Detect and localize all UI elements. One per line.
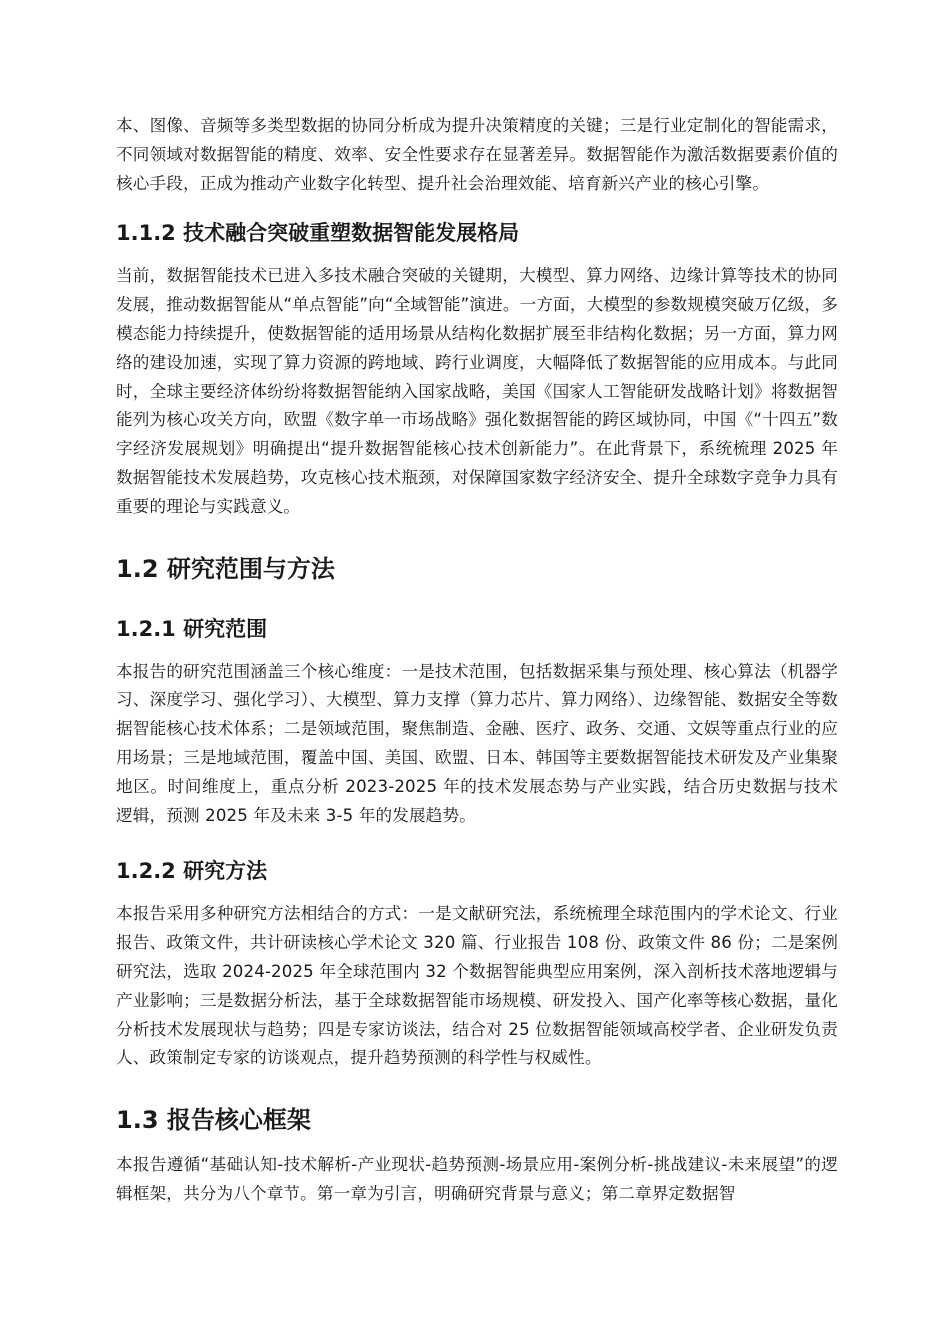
heading-1-1-2: 1.1.2 技术融合突破重塑数据智能发展格局 <box>116 221 520 246</box>
intro-paragraph: 本、图像、音频等多类型数据的协同分析成为提升决策精度的关键；三是行业定制化的智能需求，不同领域对数据智能的精度、效率、安全性要求存在显著差异。数据智能作为激活数据要素价值的核心手段，正成为推动产业数字化转型、提升社会治理效能、培育新兴产业的核心引擎。 <box>116 116 838 193</box>
paragraph-1-2-2: 本报告采用多种研究方法相结合的方式：一是文献研究法，系统梳理全球范围内的学术论文、行业报告、政策文件，共计研读核心学术论文 320 篇、行业报告 108 份、政策文件 86 份；二是案例研究法，选取 2024-2025 年全球范围内 32 个数据智能典型应用案例，深入剖析技术落地逻辑与产业影响；三是数据分析法，基于全球数据智能市场规模、研发投入、国产化率等核心数据，量化分析技术发展现状与趋势；四是专家访谈法，结合对 25 位数据智能领域高校学者、企业研发负责人、政策制定专家的访谈观点，提升趋势预测的科学性与权威性。 <box>116 904 838 1068</box>
document-page <box>116 112 838 1209</box>
heading-1-2: 1.2 研究范围与方法 <box>116 554 335 583</box>
paragraph-1-1-2: 当前，数据智能技术已进入多技术融合突破的关键期，大模型、算力网络、边缘计算等技术的协同发展，推动数据智能从“单点智能”向“全域智能”演进。一方面，大模型的参数规模突破万亿级，多模态能力持续提升，使数据智能的适用场景从结构化数据扩展至非结构化数据；另一方面，算力网络的建设加速，实现了算力资源的跨地域、跨行业调度，大幅降低了数据智能的应用成本。与此同时，全球主要经济体纷纷将数据智能纳入国家战略，美国《国家人工智能研发战略计划》将数据智能列为核心攻关方向，欧盟《数字单一市场战略》强化数据智能的跨区域协同，中国《“十四五”数字经济发展规划》明确提出“提升数据智能核心技术创新能力”。在此背景下，系统梳理 2025 年数据智能技术发展趋势，攻克核心技术瓶颈，对保障国家数字经济安全、提升全球数字竞争力具有重要的理论与实践意义。 <box>116 266 838 516</box>
heading-1-2-1: 1.2.1 研究范围 <box>116 616 268 641</box>
heading-1-2-2: 1.2.2 研究方法 <box>116 859 268 884</box>
paragraph-1-2-1: 本报告的研究范围涵盖三个核心维度：一是技术范围，包括数据采集与预处理、核心算法（机器学习、深度学习、强化学习）、大模型、算力支撑（算力芯片、算力网络）、边缘智能、数据安全等数据智能核心技术体系；二是领域范围，聚焦制造、金融、医疗、政务、交通、文娱等重点行业的应用场景；三是地域范围，覆盖中国、美国、欧盟、日本、韩国等主要数据智能技术研发及产业集聚地区。时间维度上，重点分析 2023-2025 年的技术发展态势与产业实践，结合历史数据与技术逻辑，预测 2025 年及未来 3-5 年的发展趋势。 <box>116 661 838 825</box>
paragraph-1-3: 本报告遵循“基础认知-技术解析-产业现状-趋势预测-场景应用-案例分析-挑战建议-未来展望”的逻辑框架，共分为八个章节。第一章为引言，明确研究背景与意义；第二章界定数据智 <box>116 1155 838 1203</box>
heading-1-3: 1.3 报告核心框架 <box>116 1106 311 1135</box>
